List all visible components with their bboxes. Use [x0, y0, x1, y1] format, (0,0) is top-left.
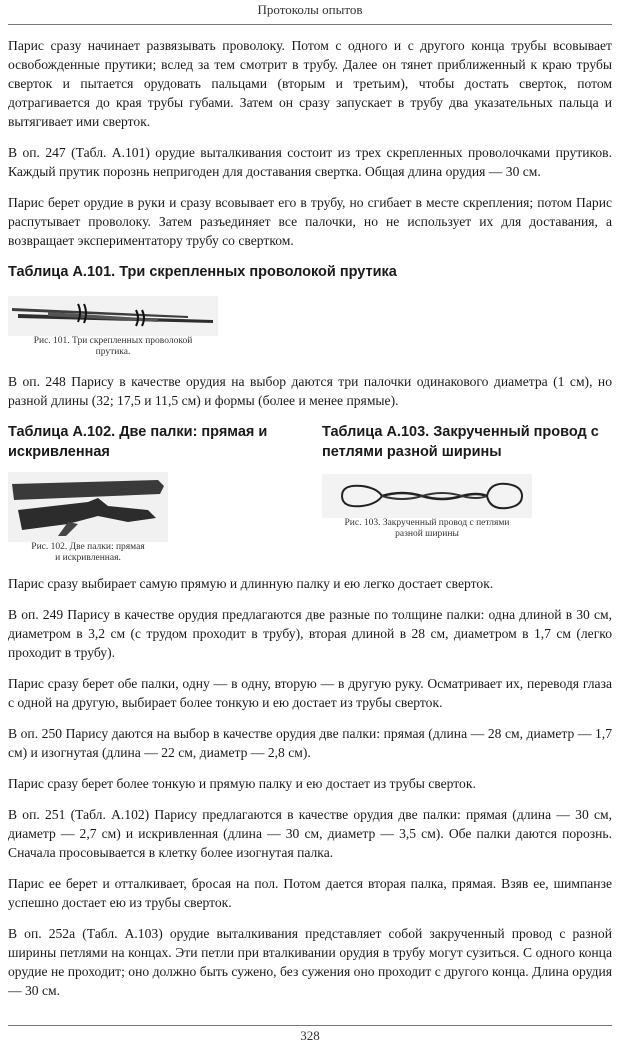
- paragraph: В оп. 252а (Табл. А.103) орудие выталкивания представляет собой закрученный провод с разной ширины петлями на концах. Эти петли при вталкивании орудия в трубу могут сузиться. С одного конца орудие не проходит; оно должно быть сужено, без сужения оно проходит с другого конца. Длина орудия — 30 см.: [8, 926, 612, 998]
- table-103: [322, 422, 612, 564]
- paragraph: Парис берет орудие в руки и сразу всовывает его в трубу, но сгибает в месте скрепления; потом Парис распутывает проволоку. Затем разъединяет все палочки, но не использует их для доставания, а возвращает экспериментатору трубу со свертком.: [8, 195, 612, 248]
- paragraph: Парис сразу начинает развязывать проволоку. Потом с одного и с другого конца трубы всовывает освобожденные прутики; вслед за тем смотрит в трубу. Далее он тянет приближенный к краю трубы сверток и пытается орудовать пальцами (вторым и третьим), чтобы достать сверток, потом дотрагивается до края трубы губами. Затем он сразу запускает в трубу два указательных пальца и вытягивает ими сверток.: [8, 38, 612, 129]
- paragraph: Парис сразу берет более тонкую и прямую палку и ею достает из трубы сверток.: [8, 776, 476, 791]
- three-sticks-illustration: [8, 296, 218, 336]
- header-title: Протоколы опытов: [257, 2, 363, 17]
- figure-caption-line1: Рис. 102. Две палки: прямая: [31, 542, 145, 552]
- paragraph: Парис ее берет и отталкивает, бросая на пол. Потом дается вторая палка, прямая. Взяв ее, шимпанзе успешно достает ею из трубы сверток.: [8, 876, 612, 910]
- figure-caption-line1: Рис. 103. Закрученный провод с петлями: [344, 518, 510, 528]
- tables-row: [8, 422, 612, 564]
- page-footer: [8, 1025, 612, 1048]
- two-sticks-illustration: [8, 472, 168, 542]
- figure-caption-line2: разной ширины: [395, 529, 459, 539]
- twisted-wire-illustration: [322, 474, 532, 518]
- figure-103: [322, 474, 532, 540]
- table-102: [8, 422, 298, 564]
- figure-caption-line2: прутика.: [95, 347, 131, 357]
- paragraph: Парис сразу берет обе палки, одну — в одну, вторую — в другую руку. Осматривает их, переводя глаза с одной на другую, выбирает более тонкую и ею достает из трубы сверток.: [8, 676, 612, 710]
- table-title-103: Таблица А.103. Закрученный провод с петлями разной ширины: [322, 424, 599, 460]
- figure-caption-line2: и искривленная.: [55, 553, 121, 563]
- figure-102: [8, 472, 168, 564]
- table-title-102: Таблица А.102. Две палки: прямая и искривленная: [8, 424, 268, 460]
- page-content: [8, 36, 612, 1012]
- paragraph: В оп. 251 (Табл. А.102) Парису предлагаются в качестве орудия две палки: прямая (длина — 30 см, диаметр — 2,7 см) и искривленная (длина — 30 см, диаметр — 3,5 см). Обе палки даются порознь. Сначала просовывается в клетку более изогнутая палка.: [8, 807, 612, 860]
- figure-101: [8, 296, 218, 358]
- figure-caption-line1: Рис. 101. Три скрепленных проволокой: [33, 336, 193, 346]
- paragraph: В оп. 250 Парису даются на выбор в качестве орудия две палки: прямая (длина — 28 см, диаметр — 1,7 см) и изогнутая (длина — 22 см, диаметр — 2,8 см).: [8, 726, 612, 760]
- paragraph: В оп. 248 Парису в качестве орудия на выбор даются три палочки одинакового диаметра (1 см), но разной длины (32; 17,5 и 11,5 см) и формы (более и менее прямые).: [8, 374, 612, 408]
- running-header: [8, 0, 612, 25]
- paragraph: В оп. 247 (Табл. А.101) орудие выталкивания состоит из трех скрепленных проволочками прутиков. Каждый прутик порознь непригоден для доставания свертка. Общая длина орудия — 30 см.: [8, 145, 612, 179]
- paragraph: В оп. 249 Парису в качестве орудия предлагаются две разные по толщине палки: одна длиной в 30 см, диаметром в 3,2 см (с трудом проходит в трубу), вторая длиной в 28 см, диаметром в 1,7 см (легко проходит в трубу).: [8, 607, 612, 660]
- page-number: 328: [300, 1028, 320, 1043]
- paragraph: Парис сразу выбирает самую прямую и длинную палку и ею легко достает сверток.: [8, 576, 494, 591]
- table-title-101: Таблица А.101. Три скрепленных проволокой прутика: [8, 264, 397, 280]
